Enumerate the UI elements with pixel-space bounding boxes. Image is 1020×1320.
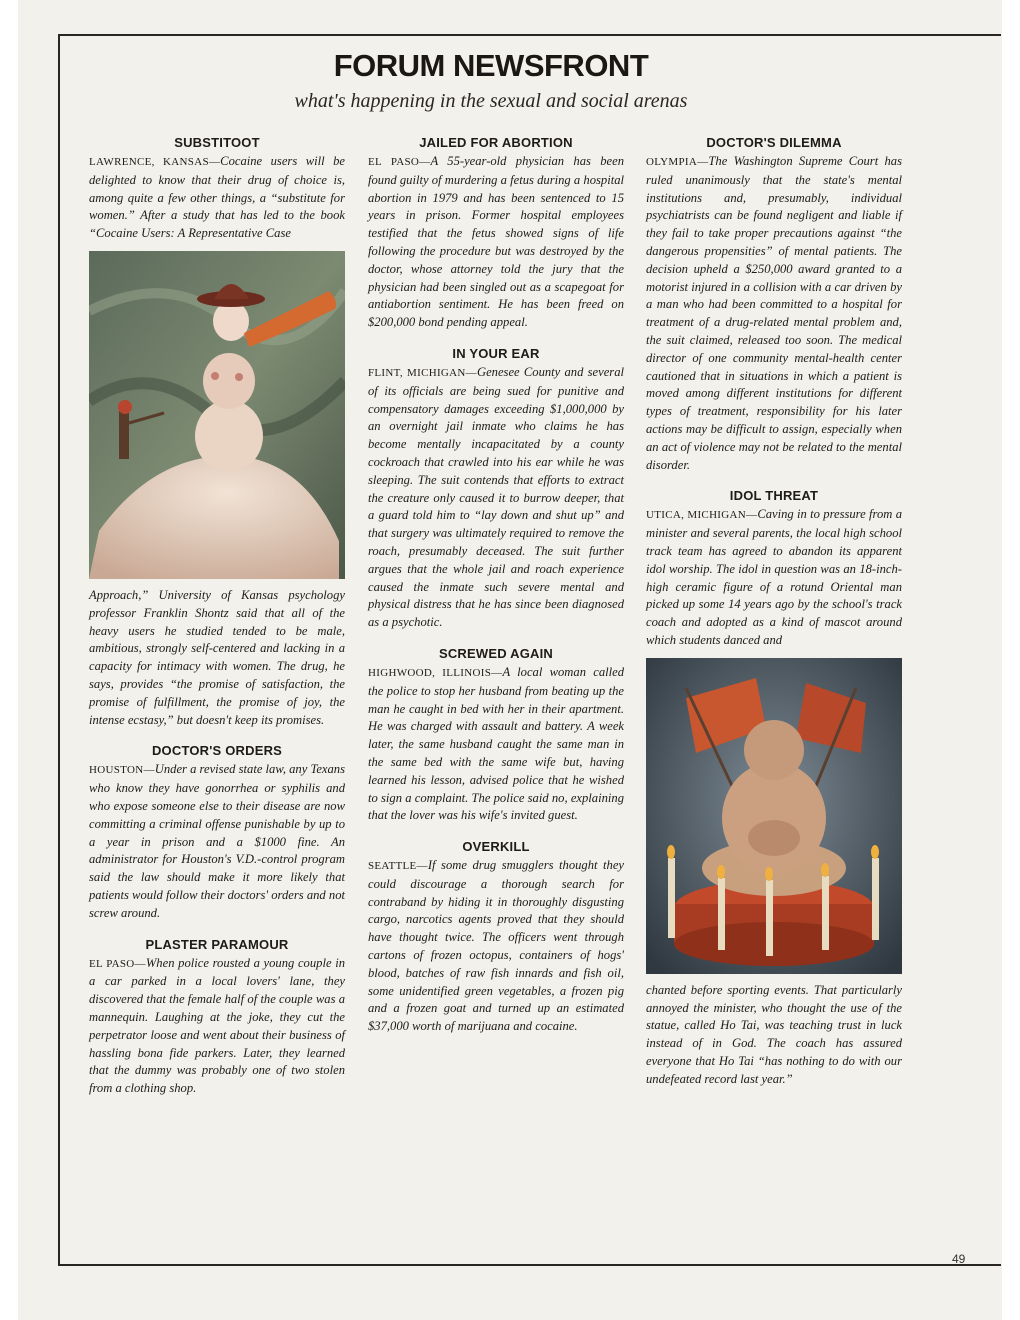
article-dateline: EL PASO— [89, 957, 146, 970]
article-headline: JAILED FOR ABORTION [419, 135, 573, 150]
ho-tai-idol-illustration [646, 658, 902, 974]
article-body [368, 364, 624, 632]
article-body [89, 761, 345, 922]
article-headline: PLASTER PARAMOUR [145, 936, 289, 952]
article-doctors-orders [89, 743, 345, 922]
article-doctors-dilemma [646, 135, 902, 474]
article-headline: DOCTOR'S DILEMMA [706, 135, 842, 150]
article-dateline: FLINT, MICHIGAN— [368, 366, 477, 379]
article-dateline: HOUSTON— [89, 764, 155, 777]
article-text: A local woman called the police to stop her husband from beating up the man he caught in bed with her in their apartment. He was charged with assault and battery. A week later, the same husband caught the same man in the same bed with the same wife but, having learned his lesson, advised police that he wished to sign a complaint. The police said no, explaining that the lover was his wife's invited guest. [368, 664, 625, 823]
article-dateline: EL PASO— [368, 156, 431, 168]
article-overkill [368, 839, 624, 1036]
article-text: Caving in to pressure from a minister and several parents, the local high school track team has agreed to abandon its apparent idol worship. The idol in question was an 18-inch-high ceramic figure of a rotund Oriental man picked up some 14 years ago by the school's track coach and adopted as a kind of mascot around which students danced and [646, 507, 902, 647]
article-text-continued: Approach,” University of Kansas psychology professor Franklin Shontz said that all of the heavy users he studied tended to be male, ambitious, strongly self-centered and lacking in a capacity for intimacy with women. The drug, he says, provides “the promise of satisfaction, the promise of fulfillment, the promise of joy, the intense ecstasy,” but doesn't keep its promises. [89, 587, 345, 727]
article-screwed-again [368, 646, 624, 825]
column-1 [89, 135, 345, 1098]
column-2 [368, 135, 624, 1036]
article-text: A 55-year-old physician has been found guilty of murdering a fetus during a hospital abortion in 1979 and has been sentenced to 15 years in prison. Former hospital employees testified that the fetus showed signs of life following the procedure but was destroyed by the doctor, whose attorney told the jury that the physician had been singled out as a scapegoat for antiabortion sentiment. He has been freed on $200,000 bond pending appeal. [368, 154, 625, 330]
article-dateline: SEATTLE— [368, 860, 428, 873]
article-text: Cocaine users will be delighted to know that their drug of choice is, among quite a few other things, a “substitute for women.” After a study that has led to the book “Cocaine Users: A Representative Case [89, 154, 345, 241]
article-text: Under a revised state law, any Texans who know they have gonorrhea or syphilis and who expose someone else to their disease are now committing a criminal offense punishable by up to a year in prison and a $1000 fine. An administrator for Houston's V.D.-control program said the law should make it more likely that patients would follow their doctors' orders and not screw around. [89, 762, 345, 920]
article-body [368, 153, 624, 332]
snow-woman-illustration [89, 251, 345, 579]
article-headline: OVERKILL [462, 839, 530, 855]
article-dateline: LAWRENCE, KANSAS— [89, 156, 221, 168]
article-body [646, 153, 902, 474]
article-text: If some drug smugglers thought they could discourage a thorough search for contraband by hiding it in thoroughly disgusting cargo, narcotics agents proved that they should have thought twice. The officers went through cartons of frozen octopus, containers of hogs' blood, batches of raw fish innards and fish oil, some unidentified green vegetables, a frozen pig and a frozen goat and turned up an estimated $37,000 worth of marijuana and cocaine. [368, 858, 624, 1034]
article-body [368, 857, 624, 1036]
article-dateline: OLYMPIA— [646, 156, 709, 168]
article-text-continued: chanted before sporting events. That particularly annoyed the minister, who thought the use of the statue, called Ho Tai, was teaching trust in luck instead of in God. The coach has assured everyone that Ho Tai “has nothing to do with our undefeated record last year.” [646, 982, 902, 1086]
column-3 [646, 135, 902, 1089]
article-body [368, 664, 624, 825]
article-body [89, 955, 345, 1098]
article-headline: IN YOUR EAR [452, 345, 540, 361]
article-plaster-paramour [89, 937, 345, 1098]
article-dateline: HIGHWOOD, ILLINOIS— [368, 666, 503, 679]
article-body [646, 506, 902, 649]
article-text: Genesee County and several of its officials are being sued for punitive and compensatory damages exceeding $1,000,000 by an overnight jail inmate who claims he has become mentally incapacitated by a county cockroach that crawled into his ear while he was sleeping. The suit contends that efforts to extract the creature only caused it to burrow deeper, that a guard told him to “lay down and shut up” and that surgery was ultimately required to remove the roach, presumably deceased. The suit further argues that the whole jail and roach experience caused the inmate such severe mental and physical distress that he has since been diagnosed as a psychotic. [368, 364, 624, 630]
article-headline: SCREWED AGAIN [438, 645, 554, 661]
article-headline: IDOL THREAT [729, 488, 819, 504]
article-text: The Washington Supreme Court has ruled unanimously that the state's mental institutions and, presumably, individual psychiatrists can be found negligent and liable if they fail to take proper precautions against “the dangerous propensities” of mental patients. The decision upheld a $250,000 award granted to a motorist injured in a collision with a car driven by a man who had been committed to a hospital for treatment of a drug-related mental problem and, the suit claimed, released too soon. The medical director of one community mental-health center cautioned that in situations in which a patient is moved among different institutions for different types of treatment, responsibility for his later actions may be difficult to assign, especially when an act of violence may not be related to the mental disorder. [646, 154, 902, 472]
article-idol-threat [646, 488, 902, 1088]
article-headline: DOCTOR'S ORDERS [151, 743, 283, 759]
article-text: When police rousted a young couple in a car parked in a local lovers' lane, they discovered that the female half of the couple was a mannequin. Laughing at the joke, they cut the perpetrator loose and went about their business of hassling bona fide parkers. Later, they learned that the dummy was probably one of two stolen from a clothing shop. [89, 955, 345, 1096]
page-title: FORUM NEWSFRONT [333, 48, 649, 83]
page-subtitle: what's happening in the sexual and social arenas [294, 90, 688, 112]
article-jailed-for-abortion [368, 135, 624, 332]
article-substitoot [89, 135, 345, 729]
page-number: 49 [952, 1252, 966, 1266]
article-headline: SUBSTITOOT [174, 135, 260, 150]
article-in-your-ear [368, 346, 624, 632]
article-body [89, 153, 345, 243]
article-dateline: UTICA, MICHIGAN— [646, 509, 758, 522]
